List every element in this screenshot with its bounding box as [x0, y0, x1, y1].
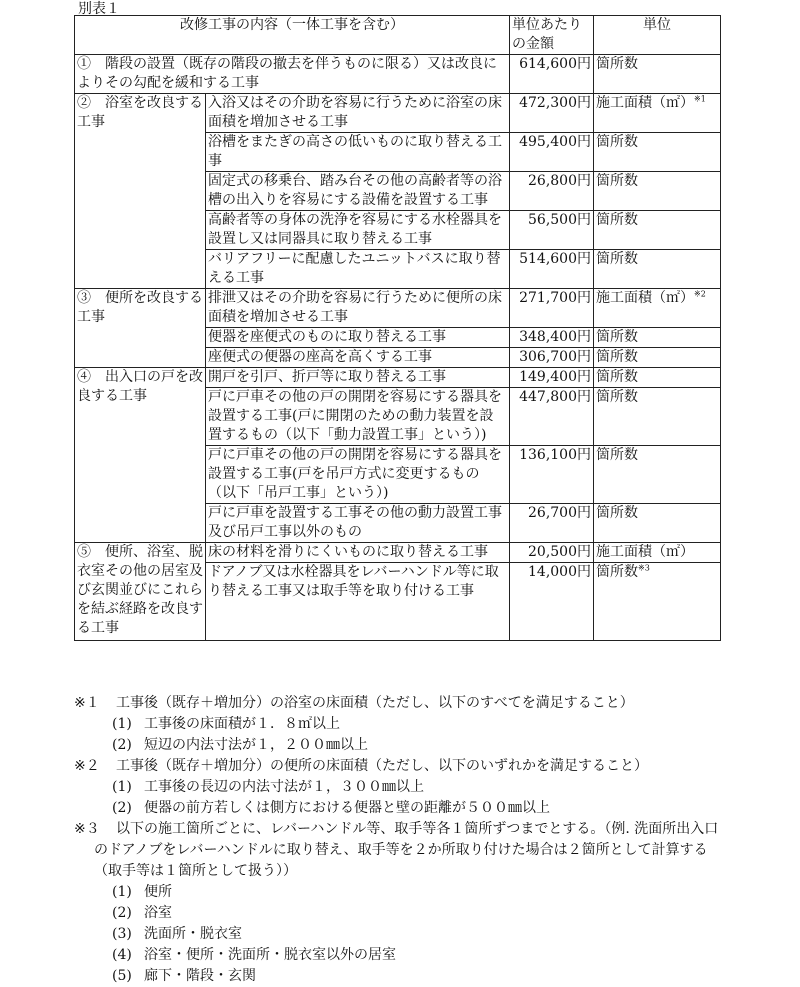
cost-table — [74, 15, 721, 641]
unit-cell: 箇所数 — [594, 328, 721, 348]
footnote-mark: ※2 — [694, 289, 706, 299]
detail-cell: 高齢者等の身体の洗浄を容易にする水栓器具を設置し又は同器具に取り替える工事 — [206, 211, 510, 250]
amount-cell: 149,400円 — [510, 368, 594, 388]
list-item — [74, 798, 724, 819]
amount-cell: 348,400円 — [510, 328, 594, 348]
footnote-mark: ※２ — [74, 758, 100, 774]
table-caption: 別表１ — [78, 1, 120, 17]
unit-cell: 箇所数 — [594, 250, 721, 289]
list-item — [74, 735, 724, 756]
detail-cell: 浴槽をまたぎの高さの低いものに取り替える工事 — [206, 133, 510, 172]
footnote-mark: ※３ — [74, 821, 100, 837]
detail-cell: 戸に戸車を設置する工事その他の動力設置工事及び吊戸工事以外のもの — [206, 504, 510, 543]
footnote-2 — [74, 756, 724, 777]
item-text: 浴室 — [144, 905, 172, 921]
list-item — [74, 903, 724, 924]
footnote-mark: ※１ — [74, 695, 100, 711]
detail-cell: 便器を座便式のものに取り替える工事 — [206, 328, 510, 348]
header-amount-line2: の金額 — [512, 36, 554, 52]
unit-cell: 箇所数 — [594, 172, 721, 211]
table-row — [75, 289, 721, 328]
unit-cell: 箇所数 — [594, 446, 721, 504]
item-mark: (1) — [112, 884, 132, 900]
header-amount — [510, 16, 594, 55]
group-1-label: ① 階段の設置（既存の階段の撤去を伴うものに限る）又は改良によりその勾配を緩和する工事 — [75, 55, 510, 94]
footnote-text: 以下の施工箇所ごとに、レバーハンドル等、取手等各１箇所ずつまでとする。（例. 洗面所出入口のドアノブをレバーハンドルに取り替え、取手等を２か所取り付けた場合は２箇所として計算する（取手等は１箇所として扱う）） — [94, 821, 719, 879]
footnote-text: 工事後（既存＋増加分）の便所の床面積（ただし、以下のいずれかを満足すること） — [116, 758, 648, 774]
item-text: 便器の前方若しくは側方における便器と壁の距離が５００㎜以上 — [144, 800, 550, 816]
unit-cell: 箇所数 — [594, 133, 721, 172]
list-item — [74, 966, 724, 987]
item-mark: (5) — [112, 968, 132, 984]
table-row — [75, 368, 721, 388]
detail-cell: 床の材料を滑りにくいものに取り替える工事 — [206, 543, 510, 563]
item-mark: (3) — [112, 926, 132, 942]
header-unit: 単位 — [594, 16, 721, 55]
unit-cell: 箇所数 — [594, 504, 721, 543]
amount-cell: 614,600円 — [510, 55, 594, 94]
amount-cell: 14,000円 — [510, 563, 594, 641]
item-mark: (2) — [112, 800, 132, 816]
detail-cell: 開戸を引戸、折戸等に取り替える工事 — [206, 368, 510, 388]
amount-cell: 136,100円 — [510, 446, 594, 504]
item-text: 便所 — [144, 884, 172, 900]
table-row — [75, 55, 721, 94]
item-text: 短辺の内法寸法が１，２００㎜以上 — [144, 737, 368, 753]
amount-cell: 495,400円 — [510, 133, 594, 172]
list-item — [74, 777, 724, 798]
amount-cell: 26,800円 — [510, 172, 594, 211]
item-text: 工事後の床面積が１．８㎡以上 — [144, 716, 340, 732]
header-row — [75, 16, 721, 55]
group-3-label: ③ 便所を改良する工事 — [75, 289, 206, 368]
amount-cell: 472,300円 — [510, 94, 594, 133]
group-5-label: ⑤ 便所、浴室、脱衣室その他の居室及び玄関並びにこれらを結ぶ経路を改良する工事 — [75, 543, 206, 641]
item-text: 工事後の長辺の内法寸法が１，３００㎜以上 — [144, 779, 424, 795]
amount-cell: 306,700円 — [510, 348, 594, 368]
unit-cell: 箇所数 — [594, 55, 721, 94]
footnote-1 — [74, 693, 724, 714]
unit-cell — [594, 94, 721, 133]
unit-text: 箇所数 — [596, 564, 638, 580]
unit-text: 施工面積（㎡） — [596, 290, 694, 306]
header-amount-line1: 単位あたり — [512, 17, 582, 33]
detail-cell: ドアノブ又は水栓器具をレバーハンドル等に取り替える工事又は取手等を取り付ける工事 — [206, 563, 510, 641]
footnotes — [74, 693, 724, 987]
amount-cell: 447,800円 — [510, 388, 594, 446]
unit-cell: 箇所数 — [594, 348, 721, 368]
table-row — [75, 94, 721, 133]
item-text: 洗面所・脱衣室 — [144, 926, 242, 942]
detail-cell: 座便式の便器の座高を高くする工事 — [206, 348, 510, 368]
item-mark: (1) — [112, 779, 132, 795]
amount-cell: 514,600円 — [510, 250, 594, 289]
detail-cell: 戸に戸車その他の戸の開閉を容易にする器具を設置する工事(戸を吊戸方式に変更するもの（以下「吊戸工事」という）) — [206, 446, 510, 504]
item-text: 廊下・階段・玄関 — [144, 968, 256, 984]
footnote-mark: ※1 — [694, 94, 706, 104]
footnote-3 — [74, 819, 724, 882]
unit-text: 施工面積（㎡） — [596, 95, 694, 111]
unit-cell: 箇所数 — [594, 211, 721, 250]
detail-cell: 戸に戸車その他の戸の開閉を容易にする器具を設置する工事(戸に開閉のための動力装置を設置するもの（以下「動力設置工事」という）) — [206, 388, 510, 446]
unit-cell: 箇所数 — [594, 368, 721, 388]
detail-cell: 固定式の移乗台、踏み台その他の高齢者等の浴槽の出入りを容易にする設備を設置する工事 — [206, 172, 510, 211]
group-2-label: ② 浴室を改良する工事 — [75, 94, 206, 289]
item-mark: (2) — [112, 737, 132, 753]
unit-cell: 箇所数 — [594, 388, 721, 446]
detail-cell: 排泄又はその介助を容易に行うために便所の床面積を増加させる工事 — [206, 289, 510, 328]
footnote-text: 工事後（既存＋増加分）の浴室の床面積（ただし、以下のすべてを満足すること） — [116, 695, 634, 711]
amount-cell: 271,700円 — [510, 289, 594, 328]
unit-cell: 施工面積（㎡） — [594, 543, 721, 563]
item-mark: (4) — [112, 947, 132, 963]
unit-cell — [594, 563, 721, 641]
amount-cell: 56,500円 — [510, 211, 594, 250]
amount-cell: 26,700円 — [510, 504, 594, 543]
item-mark: (1) — [112, 716, 132, 732]
list-item — [74, 882, 724, 903]
footnote-mark: ※3 — [638, 563, 650, 573]
table-row — [75, 543, 721, 563]
list-item — [74, 924, 724, 945]
detail-cell: バリアフリーに配慮したユニットバスに取り替える工事 — [206, 250, 510, 289]
list-item — [74, 945, 724, 966]
amount-cell: 20,500円 — [510, 543, 594, 563]
header-content: 改修工事の内容（一体工事を含む） — [75, 16, 510, 55]
group-4-label: ④ 出入口の戸を改良する工事 — [75, 368, 206, 543]
list-item — [74, 714, 724, 735]
item-text: 浴室・便所・洗面所・脱衣室以外の居室 — [144, 947, 396, 963]
detail-cell: 入浴又はその介助を容易に行うために浴室の床面積を増加させる工事 — [206, 94, 510, 133]
item-mark: (2) — [112, 905, 132, 921]
unit-cell — [594, 289, 721, 328]
